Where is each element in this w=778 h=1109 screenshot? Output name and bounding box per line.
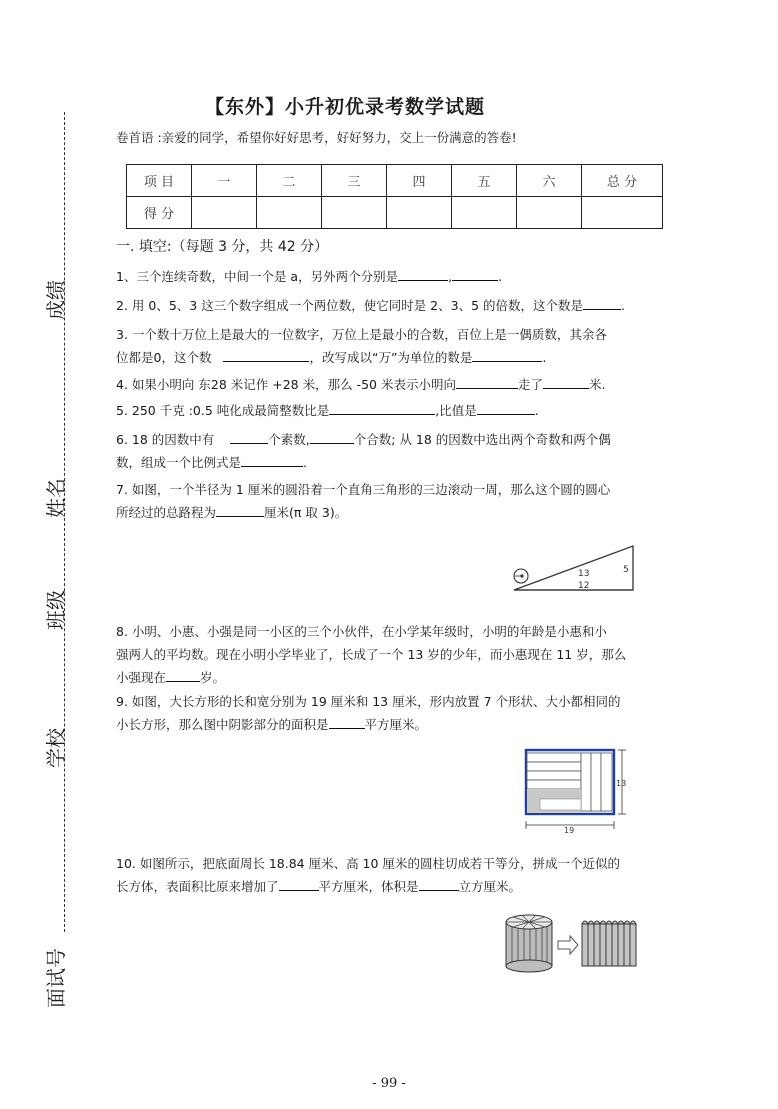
question-3 — [116, 323, 676, 369]
question-text: 立方厘米。 — [458, 879, 522, 894]
question-text: 个合数; 从 18 的因数中选出两个奇数和两个偶 — [353, 432, 611, 447]
question-text: 8. 小明、小惠、小强是同一小区的三个小伙伴，在小学某年级时，小明的年龄是小惠和小 — [116, 624, 607, 639]
question-4 — [116, 373, 676, 396]
question-8 — [116, 620, 676, 689]
table-header-cell: 三 — [322, 165, 387, 197]
question-text: ,比值是 — [435, 403, 477, 418]
question-text: 数，组成一个比例式是 — [116, 455, 242, 470]
answer-blank[interactable] — [166, 667, 200, 682]
question-text: 厘米(π 取 3)。 — [264, 505, 348, 520]
question-text: 小强现在 — [116, 670, 167, 685]
answer-blank[interactable] — [329, 400, 435, 415]
question-2 — [116, 294, 676, 317]
table-header-cell: 一 — [192, 165, 257, 197]
question-text: . — [542, 350, 547, 365]
question-1 — [116, 265, 676, 288]
table-header-cell: 总 分 — [582, 165, 663, 197]
table-header-cell: 二 — [257, 165, 322, 197]
table-header-cell: 六 — [517, 165, 582, 197]
score-table-header-row — [127, 165, 663, 197]
question-text: 小长方形，那么图中阴影部分的面积是 — [116, 717, 329, 732]
cylinder-figure — [500, 910, 646, 976]
question-text: 6. 18 的因数中有 — [116, 432, 215, 447]
question-text: 米. — [588, 377, 606, 392]
question-text: 1、三个连续奇数，中间一个是 a，另外两个分别是 — [116, 269, 399, 284]
question-text: 7. 如图，一个半径为 1 厘米的圆沿着一个直角三角形的三边滚动一周，那么这个圆的圆心 — [116, 482, 611, 497]
answer-blank[interactable] — [419, 876, 459, 891]
score-cell[interactable] — [387, 197, 452, 229]
score-cell[interactable] — [322, 197, 387, 229]
answer-blank[interactable] — [223, 347, 309, 362]
score-cell[interactable] — [517, 197, 582, 229]
question-text: . — [621, 298, 625, 313]
score-cell[interactable] — [582, 197, 663, 229]
question-text: 5. 250 千克 :0.5 吨化成最简整数比是 — [116, 403, 330, 418]
question-text: . — [498, 269, 503, 284]
question-text: 平方厘米，体积是 — [318, 879, 419, 894]
rect-height-label: 13 — [616, 779, 627, 788]
question-text: , — [448, 269, 453, 284]
answer-blank[interactable] — [583, 295, 621, 310]
rectangle-figure — [518, 745, 634, 835]
side-label-school: 学校 — [44, 728, 68, 768]
question-7 — [116, 478, 676, 524]
answer-blank[interactable] — [241, 452, 303, 467]
question-text: 位都是0，这个数 — [116, 350, 212, 365]
triangle-label-height: 5 — [623, 565, 629, 575]
side-label-exam-no: 面试号 — [44, 948, 68, 1008]
side-label-class: 班级 — [44, 590, 68, 630]
table-header-cell: 四 — [387, 165, 452, 197]
side-label-name: 姓名 — [44, 478, 68, 518]
answer-blank[interactable] — [329, 714, 365, 729]
question-text: 3. 一个数十万位上是最大的一位数字，万位上是最小的合数，百位上是一偶质数，其余各 — [116, 327, 607, 342]
question-10 — [116, 852, 676, 898]
triangle-figure — [506, 540, 640, 596]
section-heading: 一. 填空:（每题 3 分，共 42 分） — [116, 239, 329, 255]
question-text: 平方厘米。 — [364, 717, 428, 732]
answer-blank[interactable] — [216, 502, 264, 517]
table-row-label: 得 分 — [127, 197, 192, 229]
table-header-cell: 五 — [452, 165, 517, 197]
score-cell[interactable] — [452, 197, 517, 229]
triangle-label-hyp: 13 — [578, 569, 590, 579]
cuboid-slices — [582, 921, 636, 966]
rect-width-label: 19 — [564, 826, 575, 835]
question-text: 9. 如图，大长方形的长和宽分别为 19 厘米和 13 厘米，形内放置 7 个形状、大小都相同的 — [116, 694, 621, 709]
question-9 — [116, 690, 676, 736]
page-number: - 99 - — [372, 1076, 406, 1091]
question-text: 2. 用 0、5、3 这三个数字组成一个两位数，使它同时是 2、3、5 的倍数，这个数是 — [116, 298, 584, 313]
score-table-score-row — [127, 197, 663, 229]
question-text: 长方体，表面积比原来增加了 — [116, 879, 279, 894]
answer-blank[interactable] — [543, 374, 589, 389]
answer-blank[interactable] — [398, 266, 448, 281]
score-cell[interactable] — [257, 197, 322, 229]
answer-blank[interactable] — [310, 429, 354, 444]
triangle-label-leg: 12 — [578, 581, 590, 591]
page-title: 【东外】小升初优录考数学试题 — [205, 96, 486, 118]
question-6 — [116, 428, 676, 474]
binding-line-top — [64, 112, 65, 932]
intro-text: 卷首语 :亲爱的同学，希望你好好思考，好好努力，交上一份满意的答卷! — [116, 130, 517, 145]
arrow-right-icon — [558, 936, 578, 954]
question-text: 强两人的平均数。现在小明小学毕业了，长成了一个 13 岁的少年，而小惠现在 11 岁，那么 — [116, 647, 627, 662]
side-label-score: 成绩 — [44, 280, 68, 320]
score-cell[interactable] — [192, 197, 257, 229]
question-text: 个素数, — [268, 432, 310, 447]
answer-blank[interactable] — [230, 429, 268, 444]
answer-blank[interactable] — [456, 374, 518, 389]
question-text: 10. 如图所示，把底面周长 18.84 厘米、高 10 厘米的圆柱切成若干等分，拼成一个近似的 — [116, 856, 620, 871]
question-text: 4. 如果小明向 东28 米记作 +28 米，那么 -50 米表示小明向 — [116, 377, 456, 392]
question-5 — [116, 399, 676, 422]
question-text: ，改写成以“万”为单位的数是 — [309, 350, 473, 365]
answer-blank[interactable] — [452, 266, 498, 281]
question-text: 所经过的总路程为 — [116, 505, 217, 520]
answer-blank[interactable] — [477, 400, 535, 415]
question-text: 走了 — [517, 377, 543, 392]
answer-blank[interactable] — [279, 876, 319, 891]
score-table — [126, 164, 663, 229]
question-text: . — [303, 455, 307, 470]
question-text: 岁。 — [200, 670, 226, 685]
table-header-cell: 项 目 — [127, 165, 192, 197]
answer-blank[interactable] — [472, 347, 542, 362]
question-text: . — [534, 403, 539, 418]
